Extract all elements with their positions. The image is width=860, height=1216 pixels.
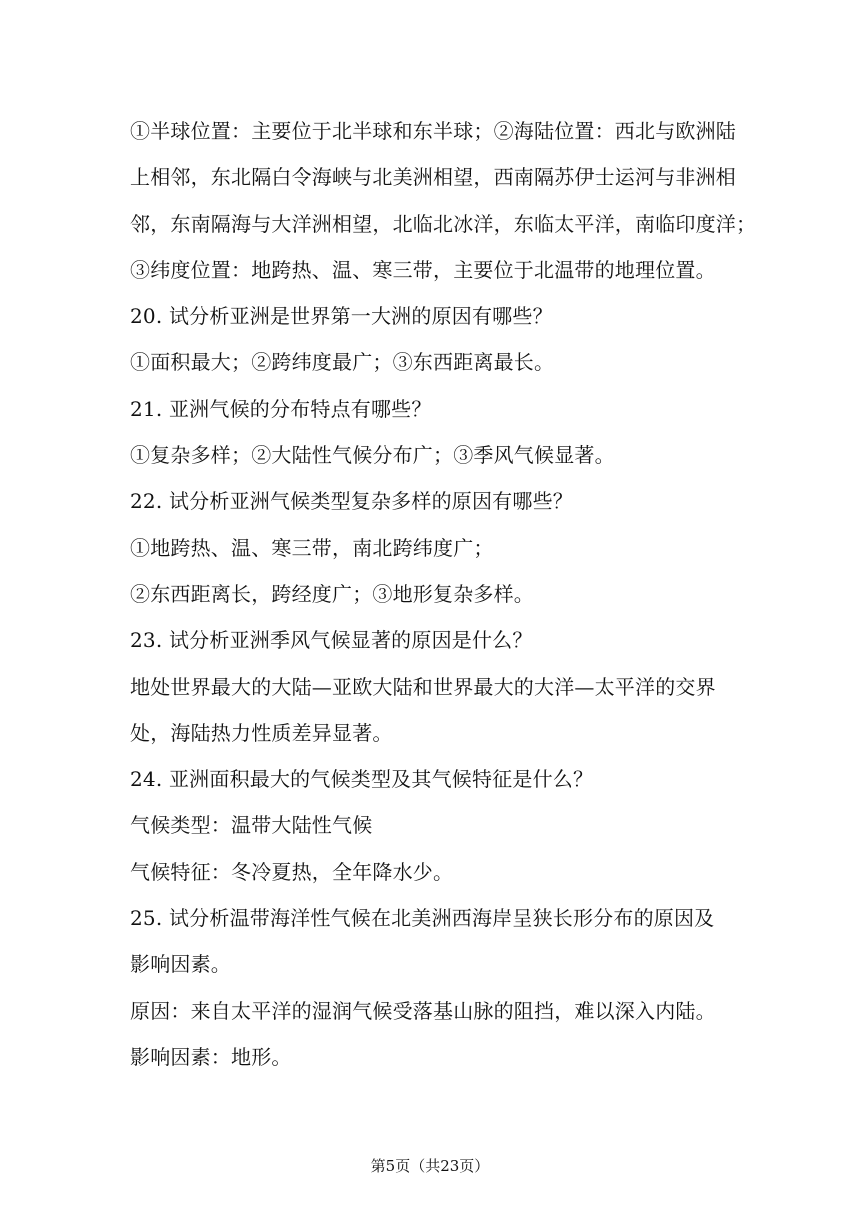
question-22: 22. 试分析亚洲气候类型复杂多样的原因有哪些？ (130, 489, 573, 514)
question-25-line-2: 影响因素。 (130, 952, 231, 977)
page-number-footer: 第5页（共23页） (370, 1157, 490, 1175)
question-23: 23. 试分析亚洲季风气候显著的原因是什么？ (130, 628, 533, 653)
text-line: ①半球位置：主要位于北半球和东半球；②海陆位置：西北与欧洲陆 (130, 119, 736, 143)
answer-25-line-1: 原因：来自太平洋的湿润气候受落基山脉的阻挡，难以深入内陆。 (130, 998, 716, 1023)
text-line: 邻，东南隔海与大洋洲相望，北临北冰洋，东临太平洋，南临印度洋； (130, 211, 757, 236)
question-25-line-1: 25. 试分析温带海洋性气候在北美洲西海岸呈狭长形分布的原因及 (130, 906, 715, 931)
answer-20: ①面积最大；②跨纬度最广；③东西距离最长。 (130, 350, 555, 375)
text-line: 上相邻，东北隔白令海峡与北美洲相望，西南隔苏伊士运河与非洲相 (130, 165, 736, 190)
question-24: 24. 亚洲面积最大的气候类型及其气候特征是什么？ (130, 767, 594, 792)
answer-21: ①复杂多样；②大陆性气候分布广；③季风气候显著。 (130, 443, 615, 468)
question-21: 21. 亚洲气候的分布特点有哪些？ (130, 396, 432, 421)
document-body (130, 108, 757, 1080)
answer-24-line-1: 气候类型：温带大陆性气候 (130, 813, 373, 838)
answer-25-line-2: 影响因素：地形。 (130, 1044, 292, 1069)
text-line: ③纬度位置：地跨热、温、寒三带，主要位于北温带的地理位置。 (130, 257, 716, 282)
answer-23-line-2: 处，海陆热力性质差异显著。 (130, 720, 393, 745)
answer-22-line-2: ②东西距离长，跨经度广；③地形复杂多样。 (130, 581, 534, 606)
answer-23-line-1: 地处世界最大的大陆—亚欧大陆和世界最大的大洋—太平洋的交界 (130, 674, 716, 699)
answer-24-line-2: 气候特征：冬冷夏热，全年降水少。 (130, 859, 454, 884)
question-20: 20. 试分析亚洲是世界第一大洲的原因有哪些？ (130, 304, 553, 329)
answer-22-line-1: ①地跨热、温、寒三带，南北跨纬度广； (130, 535, 494, 560)
